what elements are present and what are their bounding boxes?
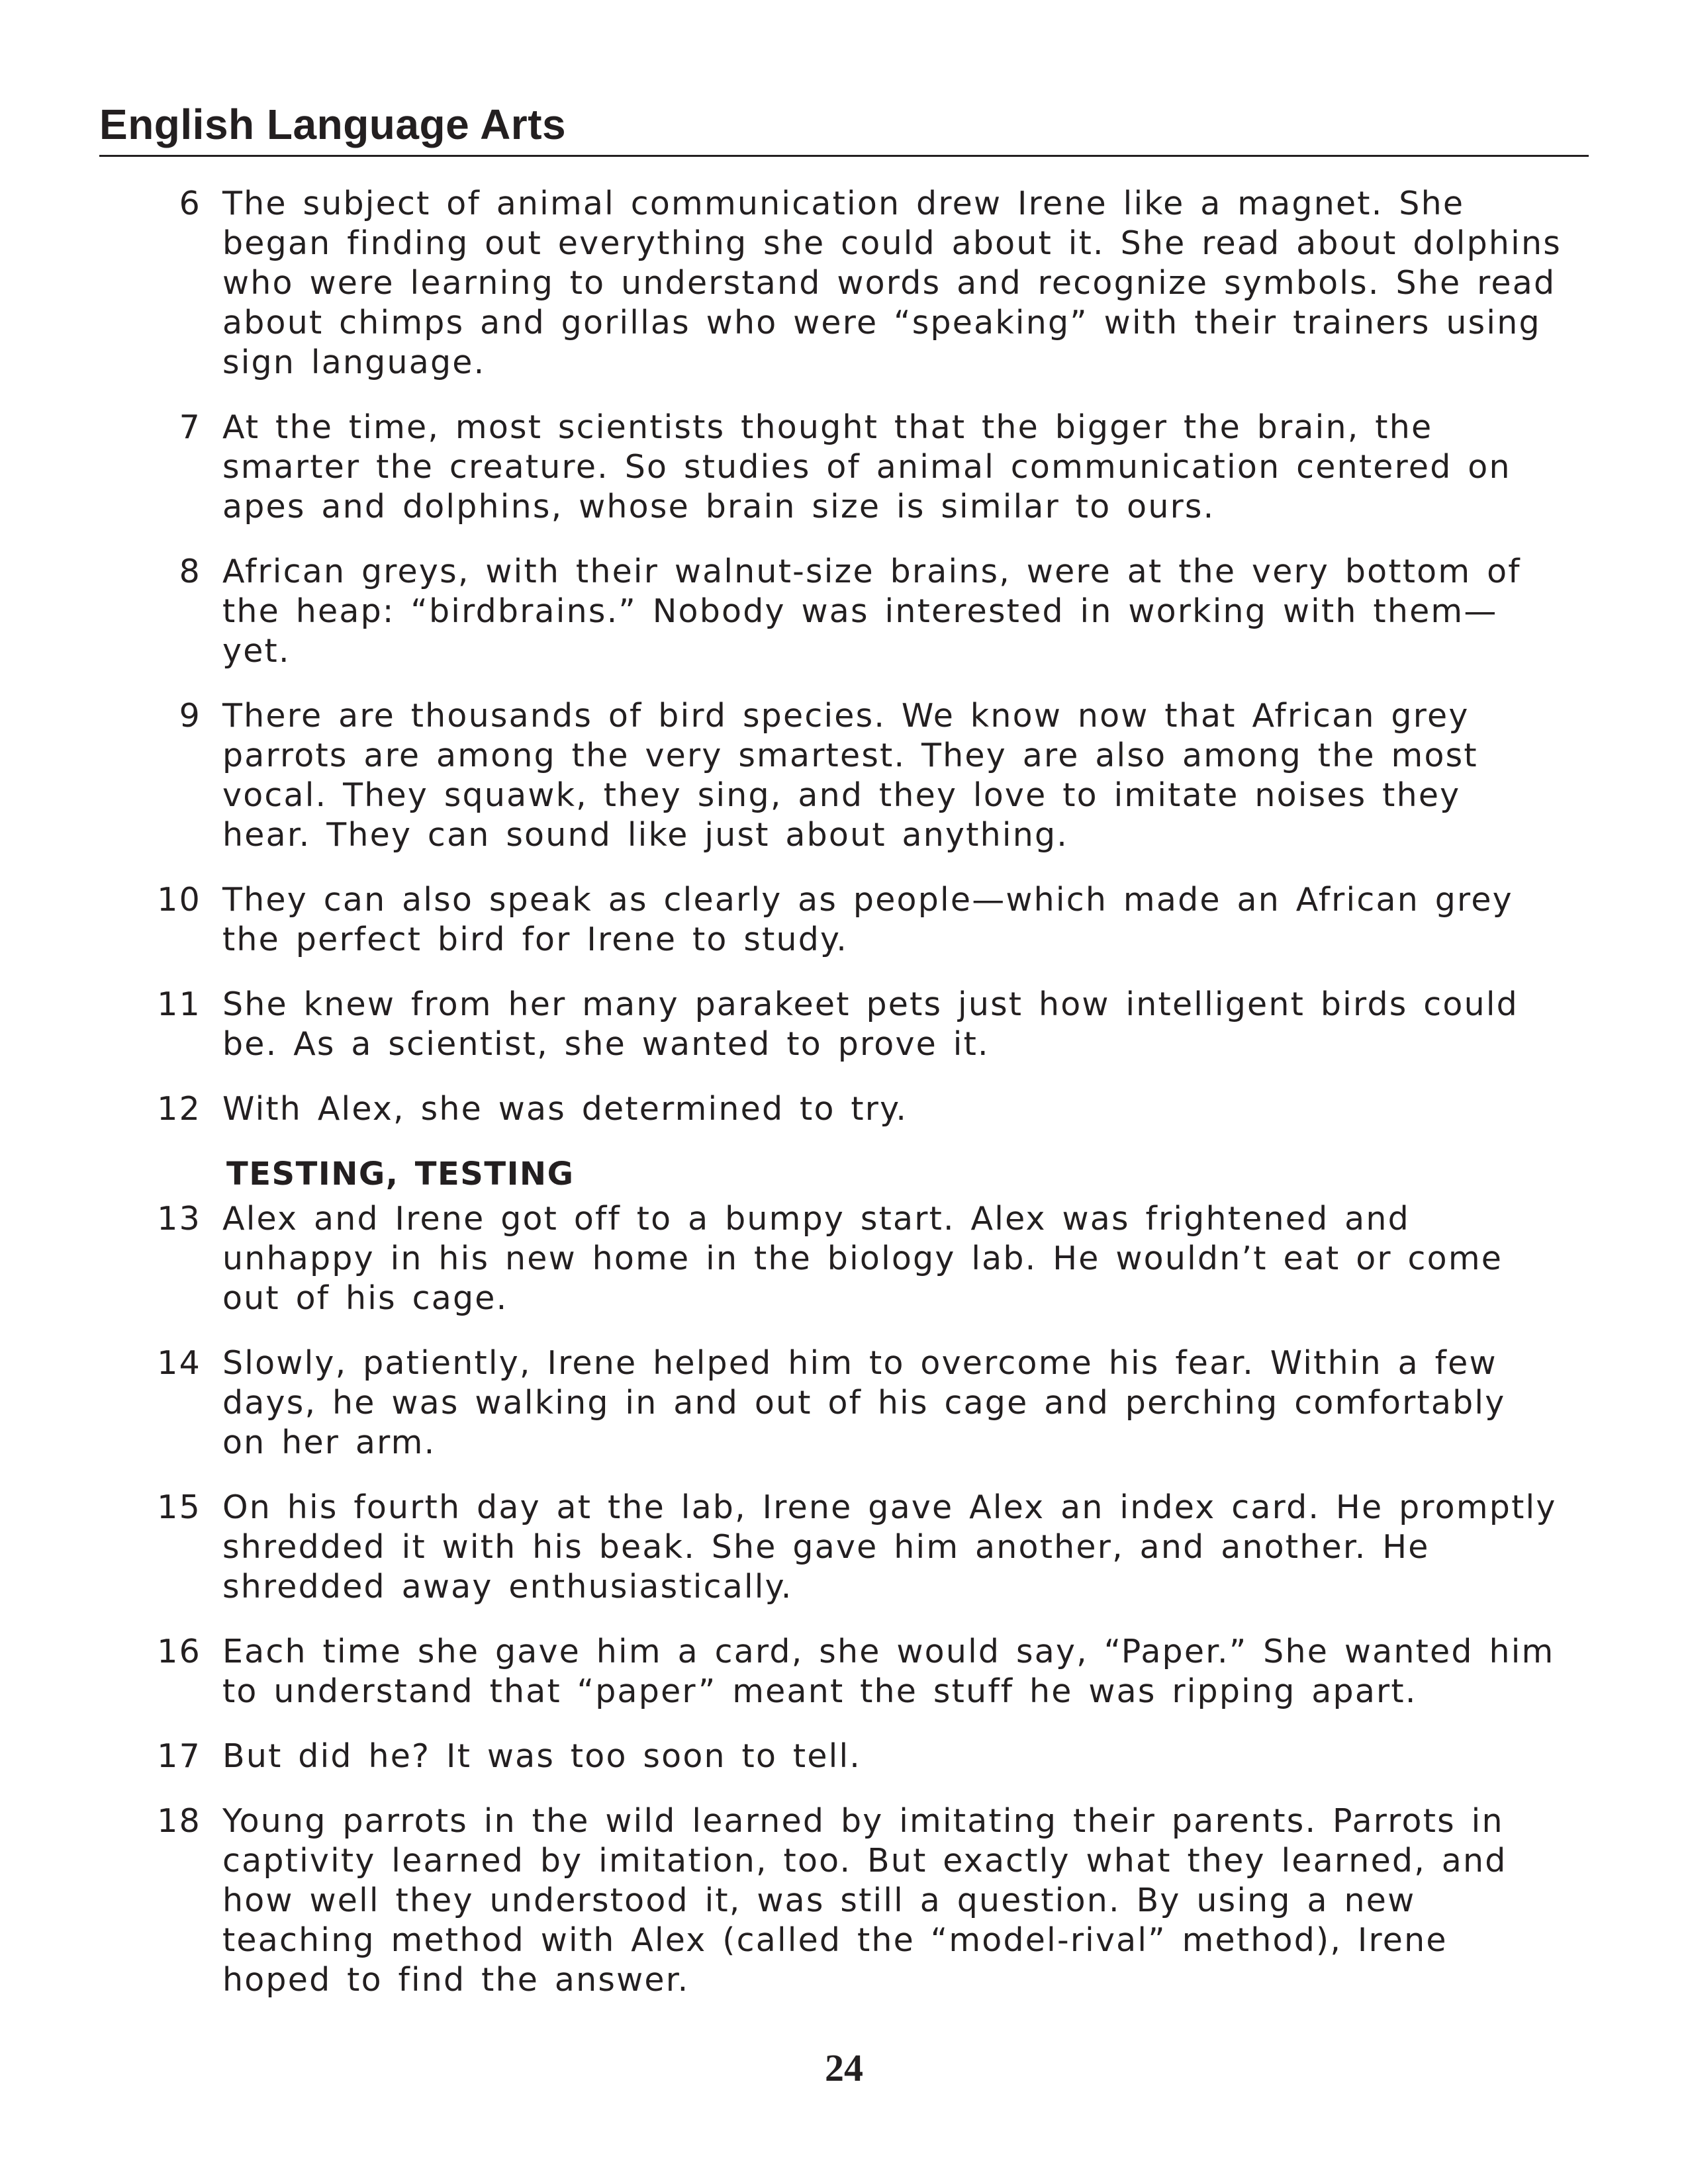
paragraph-text: At the time, most scientists thought that the bigger the brain, the smarter the creature. So studies of animal communication centered on apes and dolphins, whose brain size is similar to ours. (222, 408, 1511, 525)
paragraph-text: They can also speak as clearly as people—which made an African grey the perfect bird for Irene to study. (222, 881, 1513, 958)
paragraph-number: 11 (157, 985, 201, 1023)
paragraph-number: 12 (157, 1090, 201, 1128)
paragraph-text: But did he? It was too soon to tell. (222, 1737, 862, 1775)
paragraph (139, 1488, 1562, 1607)
paragraph (139, 696, 1562, 855)
paragraph-number: 14 (157, 1344, 201, 1382)
paragraph-number: 18 (157, 1802, 201, 1840)
paragraph-text: On his fourth day at the lab, Irene gave Alex an index card. He promptly shredded it with his beak. She gave him another, and another. He shredded away enthusiastically. (222, 1488, 1557, 1606)
paragraph (139, 1737, 1562, 1776)
paragraph-text: She knew from her many parakeet pets just how intelligent birds could be. As a scientist, she wanted to prove it. (222, 985, 1519, 1063)
paragraph-text: The subject of animal communication drew Irene like a magnet. She began finding out everything she could about it. She read about dolphins who were learning to understand words and recognize symbols. She read about chimps and gorillas who were “speaking” with their trainers using sign language. (222, 185, 1562, 381)
paragraph-text: Slowly, patiently, Irene helped him to overcome his fear. Within a few days, he was walking in and out of his cage and perching comfortably on her arm. (222, 1344, 1506, 1461)
paragraph-number: 10 (157, 881, 201, 919)
section-heading: TESTING, TESTING (226, 1156, 575, 1193)
paragraph-group-1 (139, 184, 1562, 1129)
passage-body (139, 184, 1562, 2025)
header-divider (99, 155, 1589, 157)
paragraph-number: 16 (157, 1633, 201, 1670)
paragraph-text: Young parrots in the wild learned by imitating their parents. Parrots in captivity learned by imitation, too. But exactly what they learned, and how well they understood it, was still a question. By using a new teaching method with Alex (called the “model-rival” method), Irene hoped to find the answer. (222, 1802, 1507, 1999)
paragraph-text: Each time she gave him a card, she would say, “Paper.” She wanted him to understand that “paper” meant the stuff he was ripping apart. (222, 1633, 1555, 1710)
paragraph (139, 985, 1562, 1064)
page-number: 24 (825, 2046, 863, 2089)
paragraph-group-2 (139, 1199, 1562, 2000)
paragraph-number: 15 (157, 1488, 201, 1526)
paragraph-text: There are thousands of bird species. We know now that African grey parrots are among the very smartest. They are also among the most vocal. They squawk, they sing, and they love to imitate noises they hear. They can sound like just about anything. (222, 697, 1478, 854)
paragraph-text: With Alex, she was determined to try. (222, 1090, 908, 1128)
paragraph-text: African greys, with their walnut-size brains, were at the very bottom of the heap: “birdbrains.” Nobody was interested in working with them—yet. (222, 553, 1521, 670)
paragraph (139, 880, 1562, 960)
paragraph-number: 6 (179, 185, 201, 222)
paragraph (139, 1632, 1562, 1711)
paragraph (139, 184, 1562, 383)
paragraph-number: 17 (157, 1737, 201, 1775)
paragraph (139, 1801, 1562, 2000)
paragraph-text: Alex and Irene got off to a bumpy start. Alex was frightened and unhappy in his new home in the biology lab. He wouldn’t eat or come out of his cage. (222, 1200, 1503, 1317)
paragraph (139, 1343, 1562, 1463)
paragraph (139, 408, 1562, 527)
paragraph-number: 7 (179, 408, 201, 446)
paragraph-number: 8 (179, 553, 201, 590)
paragraph-number: 13 (157, 1200, 201, 1238)
paragraph (139, 1199, 1562, 1318)
page-header (99, 98, 1589, 157)
paragraph (139, 552, 1562, 671)
page-title: English Language Arts (99, 101, 567, 148)
paragraph (139, 1089, 1562, 1129)
paragraph-number: 9 (179, 697, 201, 735)
